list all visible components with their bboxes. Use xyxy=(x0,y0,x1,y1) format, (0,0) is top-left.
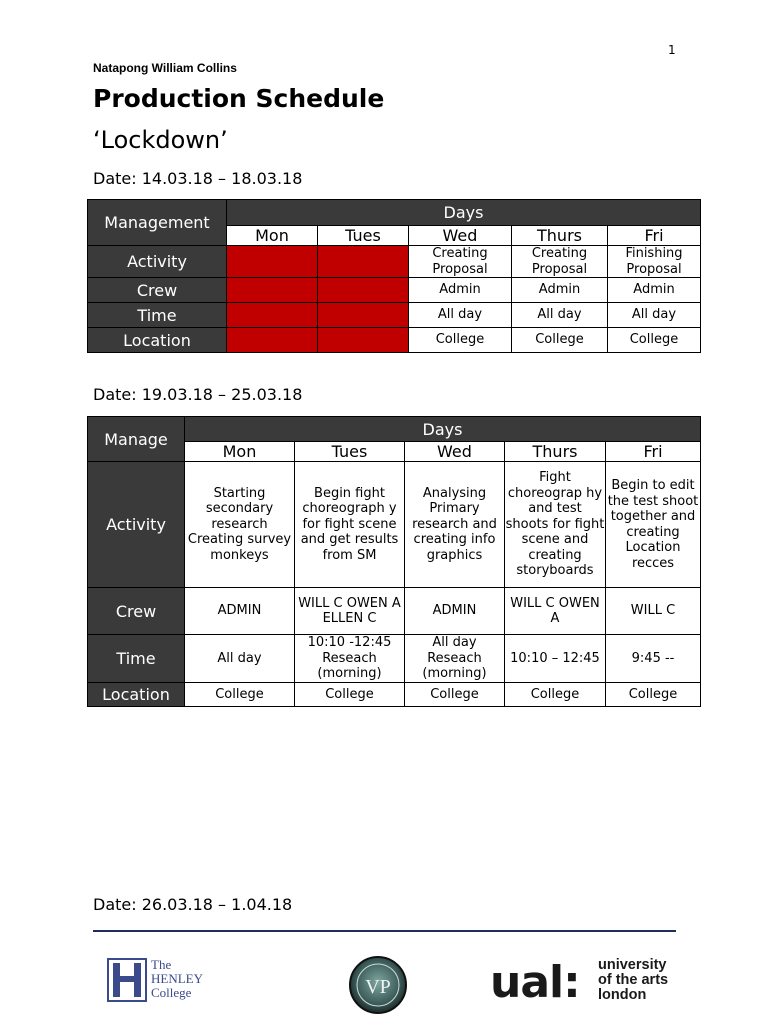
location-cell: College xyxy=(512,328,608,353)
time-cell: All day Reseach (morning) xyxy=(405,635,505,683)
table-row xyxy=(88,635,701,683)
henley-college-logo xyxy=(107,958,215,1006)
day-wed: Wed xyxy=(405,442,505,462)
time-cell: All day xyxy=(512,303,608,328)
location-cell: College xyxy=(606,683,701,707)
location-cell: College xyxy=(185,683,295,707)
location-cell: College xyxy=(295,683,405,707)
crew-cell: ADMIN xyxy=(185,588,295,635)
page-number: 1 xyxy=(668,43,676,57)
table-row xyxy=(88,328,701,353)
day-fri: Fri xyxy=(606,442,701,462)
row-label-crew: Crew xyxy=(88,278,227,303)
table-row xyxy=(88,246,701,278)
row-label-location: Location xyxy=(88,683,185,707)
activity-cell: Begin to edit the test shoot together and creating Location recces xyxy=(606,462,701,588)
day-wed: Wed xyxy=(409,226,512,246)
day-thurs: Thurs xyxy=(505,442,606,462)
activity-cell: Creating Proposal xyxy=(409,246,512,278)
table-row xyxy=(88,588,701,635)
project-title: ‘Lockdown’ xyxy=(93,126,228,154)
time-cell: 10:10 – 12:45 xyxy=(505,635,606,683)
unavailable-cell xyxy=(227,303,318,328)
unavailable-cell xyxy=(318,246,409,278)
author-name: Natapong William Collins xyxy=(93,61,237,75)
location-cell: College xyxy=(608,328,701,353)
activity-cell: Fight choreograp hy and test shoots for fight scene and creating storyboards xyxy=(505,462,606,588)
activity-cell: Analysing Primary research and creating info graphics xyxy=(405,462,505,588)
row-label-time: Time xyxy=(88,635,185,683)
week-3-date: Date: 26.03.18 – 1.04.18 xyxy=(93,895,293,914)
ual-wordmark: university of the arts london xyxy=(598,957,669,1003)
days-header: Days xyxy=(185,417,701,442)
week-2-date: Date: 19.03.18 – 25.03.18 xyxy=(93,385,303,404)
time-cell: All day xyxy=(608,303,701,328)
day-tues: Tues xyxy=(318,226,409,246)
unavailable-cell xyxy=(318,328,409,353)
corner-header: Manage xyxy=(88,417,185,462)
week-2-schedule-table xyxy=(87,416,701,707)
crew-cell: Admin xyxy=(512,278,608,303)
week-1-schedule-table xyxy=(87,199,701,353)
row-label-crew: Crew xyxy=(88,588,185,635)
location-cell: College xyxy=(405,683,505,707)
time-cell: All day xyxy=(409,303,512,328)
time-cell: 9:45 -- xyxy=(606,635,701,683)
unavailable-cell xyxy=(318,303,409,328)
activity-cell: Starting secondary research Creating survey monkeys xyxy=(185,462,295,588)
footer-rule xyxy=(93,930,676,932)
table-row xyxy=(88,278,701,303)
unavailable-cell xyxy=(318,278,409,303)
day-thurs: Thurs xyxy=(512,226,608,246)
table-row xyxy=(88,303,701,328)
crew-cell: Admin xyxy=(409,278,512,303)
row-label-activity: Activity xyxy=(88,246,227,278)
ual-mark: ual: xyxy=(490,957,580,1008)
unavailable-cell xyxy=(227,328,318,353)
ual-logo xyxy=(490,957,680,1007)
vp-logo-text: VP xyxy=(365,976,391,998)
unavailable-cell xyxy=(227,246,318,278)
unavailable-cell xyxy=(227,278,318,303)
activity-cell: Begin fight choreograph y for fight scene and get results from SM xyxy=(295,462,405,588)
activity-cell: Finishing Proposal xyxy=(608,246,701,278)
crew-cell: WILL C xyxy=(606,588,701,635)
activity-cell: Creating Proposal xyxy=(512,246,608,278)
time-cell: All day xyxy=(185,635,295,683)
location-cell: College xyxy=(505,683,606,707)
location-cell: College xyxy=(409,328,512,353)
row-label-activity: Activity xyxy=(88,462,185,588)
vp-logo xyxy=(348,955,408,1015)
day-mon: Mon xyxy=(227,226,318,246)
corner-header: Management xyxy=(88,200,227,246)
crew-cell: ADMIN xyxy=(405,588,505,635)
table-row xyxy=(88,683,701,707)
day-fri: Fri xyxy=(608,226,701,246)
crew-cell: WILL C OWEN A xyxy=(505,588,606,635)
time-cell: 10:10 -12:45 Reseach (morning) xyxy=(295,635,405,683)
vp-badge-icon xyxy=(348,955,408,1015)
henley-logo-text: The HENLEY College xyxy=(151,957,203,1000)
crew-cell: Admin xyxy=(608,278,701,303)
week-1-date: Date: 14.03.18 – 18.03.18 xyxy=(93,169,303,188)
days-header: Days xyxy=(227,200,701,226)
row-label-location: Location xyxy=(88,328,227,353)
day-tues: Tues xyxy=(295,442,405,462)
day-mon: Mon xyxy=(185,442,295,462)
crew-cell: WILL C OWEN A ELLEN C xyxy=(295,588,405,635)
table-row xyxy=(88,462,701,588)
row-label-time: Time xyxy=(88,303,227,328)
page-title: Production Schedule xyxy=(93,84,385,113)
henley-crest-icon xyxy=(107,958,147,1002)
